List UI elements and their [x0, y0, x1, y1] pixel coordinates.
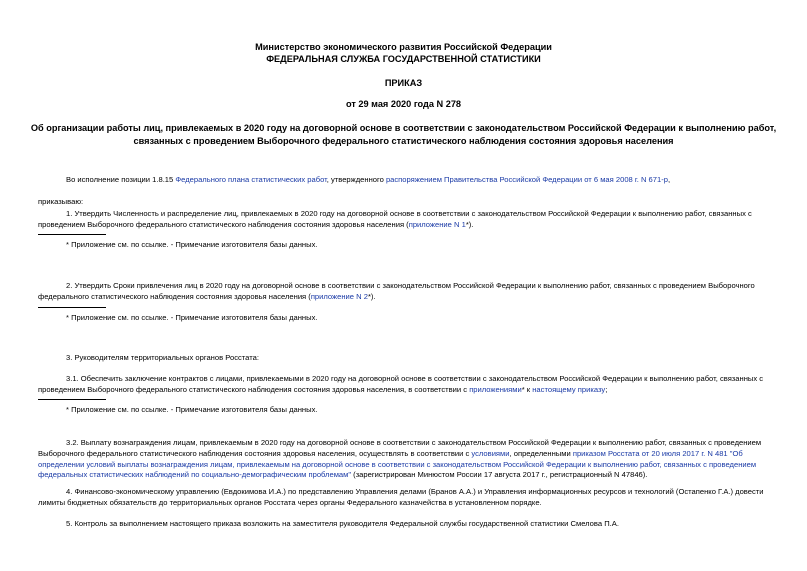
document-date: от 29 мая 2020 года N 278	[345, 99, 462, 109]
preamble-paragraph	[38, 175, 786, 186]
appendices-link[interactable]: приложениями	[469, 384, 522, 394]
item-2-paragraph	[38, 281, 786, 303]
item-3-2-tail: (зарегистрирован Минюстом России 17 августа 2017 г., регистрационный N 47846).	[351, 470, 648, 480]
footnote-2: * Приложение см. по ссылке. - Примечание изготовителя базы данных.	[66, 313, 318, 322]
preamble-text-2: , утвержденного	[326, 175, 386, 184]
statistical-plan-link[interactable]: Федерального плана статистических работ	[175, 175, 327, 184]
item-5-paragraph: 5. Контроль за выполнением настоящего приказа возложить на заместителя руководителя Федеральной службы государственной статистики Смелова П.А.	[66, 519, 619, 528]
item-3-2-text: 3.2. Выплату вознаграждения лицам, привлекаемым в 2020 году на договорной основе в соответствии с законодательством Российской Федерации к выполнению работ, связанных с проведением Выборочного федерального статистического наблюдения состояния здоровья населения, осуществлять в соответствии с	[38, 438, 762, 458]
service-name: ФЕДЕРАЛЬНАЯ СЛУЖБА ГОСУДАРСТВЕННОЙ СТАТИСТИКИ	[266, 54, 541, 64]
item-3-paragraph: 3. Руководителям территориальных органов Росстата:	[66, 353, 259, 362]
item-3-1-paragraph	[38, 374, 786, 396]
item-1-paragraph	[38, 209, 786, 231]
item-1-text: 1. Утвердить Численность и распределение лиц, привлекаемых в 2020 году на договорной основе в соответствии с законодательством Российской Федерации к выполнению работ, связанных с проведением Выборочного федерального статистического наблюдения состояния здоровья населения (	[38, 209, 752, 229]
item-4-paragraph: 4. Финансово-экономическому управлению (Евдокимова И.А.) по представлению Управления делами (Бранов А.А.) и Управления информационных ресурсов и технологий (Остапенко Г.А.) довести лимиты бюджетных обязательств до территориальных органов Росстата через органы Федерального казначейства в установленном порядке.	[38, 487, 764, 507]
document-title: Об организации работы лиц, привлекаемых в 2020 году на договорной основе в соответствии с законодательством Российской Федерации к выполнению работ, связанных с проведением Выборочного федерального статистического наблюдения состояния здоровья населения	[30, 123, 777, 146]
government-order-link[interactable]: распоряжением Правительства Российской Федерации от 6 мая 2008 г. N 671-р	[385, 175, 668, 184]
footnote-separator	[38, 307, 106, 308]
footnote-separator	[38, 399, 106, 400]
item-2-tail: *).	[367, 291, 376, 301]
item-3-2-paragraph	[38, 438, 786, 481]
item-1-tail: *).	[465, 219, 474, 229]
item-2-text: 2. Утвердить Сроки привлечения лиц в 2020 году на договорной основе в соответствии с законодательством Российской Федерации к выполнению работ, связанных с проведением Выборочного федерального статистического наблюдения состояния здоровья населения (	[38, 281, 755, 301]
rosstat-order-481-link[interactable]: приказом Росстата от 20 июля 2017 г. N 481 "Об определении условий выплаты вознаграждения лицам, привлекаемым на договорной основе в соответствии с законодательством Российской Федерации к выполнению работ, связанных с проведением федеральных статистических наблюдений по социально-демографическим проблемам"	[38, 448, 757, 480]
this-order-link[interactable]: настоящему приказу	[532, 384, 606, 394]
document-type: ПРИКАЗ	[384, 78, 423, 88]
footnote-3: * Приложение см. по ссылке. - Примечание изготовителя базы данных.	[66, 405, 318, 414]
ministry-name: Министерство экономического развития Российской Федерации	[255, 42, 552, 52]
item-3-1-mid: * к	[521, 384, 533, 394]
item-3-2-mid: , определенными	[509, 448, 573, 458]
footnote-separator	[38, 234, 106, 235]
appendix-2-link[interactable]: приложение N 2	[310, 291, 368, 301]
appendix-1-link[interactable]: приложение N 1	[408, 219, 466, 229]
item-3-1-tail: ;	[605, 384, 608, 394]
footnote-1: * Приложение см. по ссылке. - Примечание изготовителя базы данных.	[66, 240, 318, 249]
preamble-text-3: ,	[667, 175, 671, 184]
preamble-text-1: Во исполнение позиции 1.8.15	[66, 175, 176, 184]
item-3-1-text: 3.1. Обеспечить заключение контрактов с лицами, привлекаемыми в 2020 году на договорной основе в соответствии с законодательством Российской Федерации к выполнению работ, связанных с проведением Выборочного федерального статистического наблюдения состояния здоровья населения, в соответствии с	[38, 374, 764, 394]
conditions-link[interactable]: условиями	[471, 448, 510, 458]
order-word: приказываю:	[38, 197, 84, 206]
